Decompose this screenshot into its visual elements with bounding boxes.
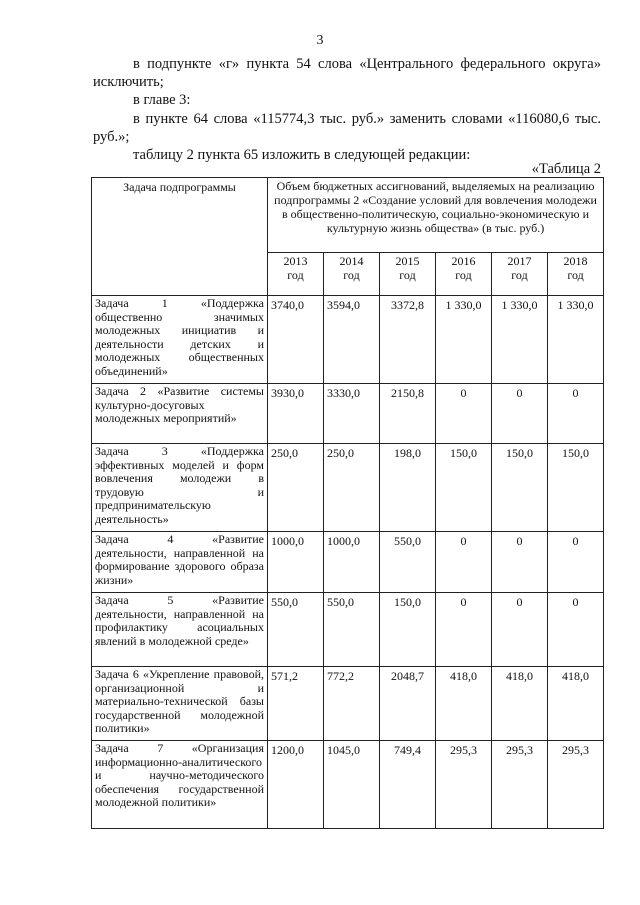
value-cell-2015: 2150,8 [380, 384, 436, 444]
value-cell-2018: 0 [548, 593, 604, 667]
year-suffix: год [567, 268, 584, 282]
table-row [92, 741, 604, 829]
year-value: 2018 [563, 254, 588, 268]
table-row [92, 384, 604, 444]
value-cell-2018: 0 [548, 532, 604, 593]
paragraph-amendment-54: в подпункте «г» пункта 54 слова «Центрального федерального округа» исключить; [93, 56, 601, 90]
year-header-2014 [324, 253, 380, 296]
value-cell-2017: 0 [492, 593, 548, 667]
task-cell: Задача 4 «Развитие деятельности, направленной на формирование здорового образа жизни» [92, 532, 268, 593]
value-cell-2014: 3330,0 [324, 384, 380, 444]
value-cell-2013: 3930,0 [268, 384, 324, 444]
value-cell-2013: 1200,0 [268, 741, 324, 829]
task-cell: Задача 6 «Укрепление правовой, организационной и материально-технической базы государственной молодежной политики» [92, 667, 268, 741]
task-cell: Задача 7 «Организация информационно-аналитического и научно-методического обеспечения государственной молодежной политики» [92, 741, 268, 829]
value-cell-2013: 550,0 [268, 593, 324, 667]
year-suffix: год [511, 268, 528, 282]
value-cell-2017: 0 [492, 532, 548, 593]
value-cell-2016: 0 [436, 384, 492, 444]
year-value: 2015 [395, 254, 420, 268]
year-value: 2016 [451, 254, 476, 268]
year-header-2015 [380, 253, 436, 296]
value-cell-2014: 1000,0 [324, 532, 380, 593]
value-cell-2017: 150,0 [492, 444, 548, 532]
year-header-2013 [268, 253, 324, 296]
value-cell-2015: 749,4 [380, 741, 436, 829]
value-cell-2018: 150,0 [548, 444, 604, 532]
value-cell-2017: 295,3 [492, 741, 548, 829]
value-cell-2015: 150,0 [380, 593, 436, 667]
paragraph-table-intro: таблицу 2 пункта 65 изложить в следующей редакции: [133, 147, 471, 163]
value-cell-2016: 150,0 [436, 444, 492, 532]
value-cell-2016: 418,0 [436, 667, 492, 741]
value-cell-2013: 3740,0 [268, 296, 324, 384]
value-cell-2016: 1 330,0 [436, 296, 492, 384]
value-cell-2018: 295,3 [548, 741, 604, 829]
value-cell-2015: 2048,7 [380, 667, 436, 741]
table-row [92, 593, 604, 667]
value-cell-2013: 250,0 [268, 444, 324, 532]
value-cell-2014: 550,0 [324, 593, 380, 667]
table-body [92, 296, 604, 829]
year-suffix: год [399, 268, 416, 282]
value-cell-2017: 1 330,0 [492, 296, 548, 384]
budget-table [91, 177, 604, 829]
value-cell-2013: 1000,0 [268, 532, 324, 593]
year-value: 2017 [507, 254, 532, 268]
value-cell-2018: 1 330,0 [548, 296, 604, 384]
value-cell-2014: 772,2 [324, 667, 380, 741]
value-cell-2016: 295,3 [436, 741, 492, 829]
year-value: 2013 [283, 254, 308, 268]
task-cell: Задача 3 «Поддержка эффективных моделей и форм вовлечения молодежи в трудовую и предпринимательскую деятельность» [92, 444, 268, 532]
table-caption: «Таблица 2 [531, 161, 601, 177]
value-cell-2015: 198,0 [380, 444, 436, 532]
value-cell-2017: 418,0 [492, 667, 548, 741]
task-cell: Задача 5 «Развитие деятельности, направленной на профилактику асоциальных явлений в молодежной среде» [92, 593, 268, 667]
task-cell: Задача 2 «Развитие системы культурно-досуговых молодежных мероприятий» [92, 384, 268, 444]
table-header-row [92, 178, 604, 253]
task-cell: Задача 1 «Поддержка общественно значимых молодежных инициатив и деятельности детских и молодежных общественных объединений» [92, 296, 268, 384]
table-row [92, 444, 604, 532]
value-cell-2014: 3594,0 [324, 296, 380, 384]
value-cell-2018: 418,0 [548, 667, 604, 741]
table-row [92, 296, 604, 384]
paragraph-amendment-64: в пункте 64 слова «115774,3 тыс. руб.» заменить словами «116080,6 тыс. руб.»; [93, 111, 601, 145]
year-value: 2014 [339, 254, 364, 268]
value-cell-2016: 0 [436, 532, 492, 593]
header-budget: Объем бюджетных ассигнований, выделяемых на реализацию подпрограммы 2 «Создание условий для вовлечения молодежи в общественно-политическую, социально-экономическую и культурную жизнь общества» (в тыс. руб.) [268, 178, 604, 253]
value-cell-2015: 550,0 [380, 532, 436, 593]
paragraph-chapter-3: в главе 3: [133, 92, 191, 108]
year-suffix: год [455, 268, 472, 282]
page-number: 3 [316, 33, 324, 48]
table-row [92, 532, 604, 593]
year-header-2018 [548, 253, 604, 296]
table-row [92, 667, 604, 741]
value-cell-2017: 0 [492, 384, 548, 444]
value-cell-2018: 0 [548, 384, 604, 444]
value-cell-2014: 250,0 [324, 444, 380, 532]
value-cell-2016: 0 [436, 593, 492, 667]
header-task: Задача подпрограммы [92, 178, 268, 296]
value-cell-2013: 571,2 [268, 667, 324, 741]
year-suffix: год [287, 268, 304, 282]
year-header-2017 [492, 253, 548, 296]
year-suffix: год [343, 268, 360, 282]
value-cell-2014: 1045,0 [324, 741, 380, 829]
year-header-2016 [436, 253, 492, 296]
value-cell-2015: 3372,8 [380, 296, 436, 384]
